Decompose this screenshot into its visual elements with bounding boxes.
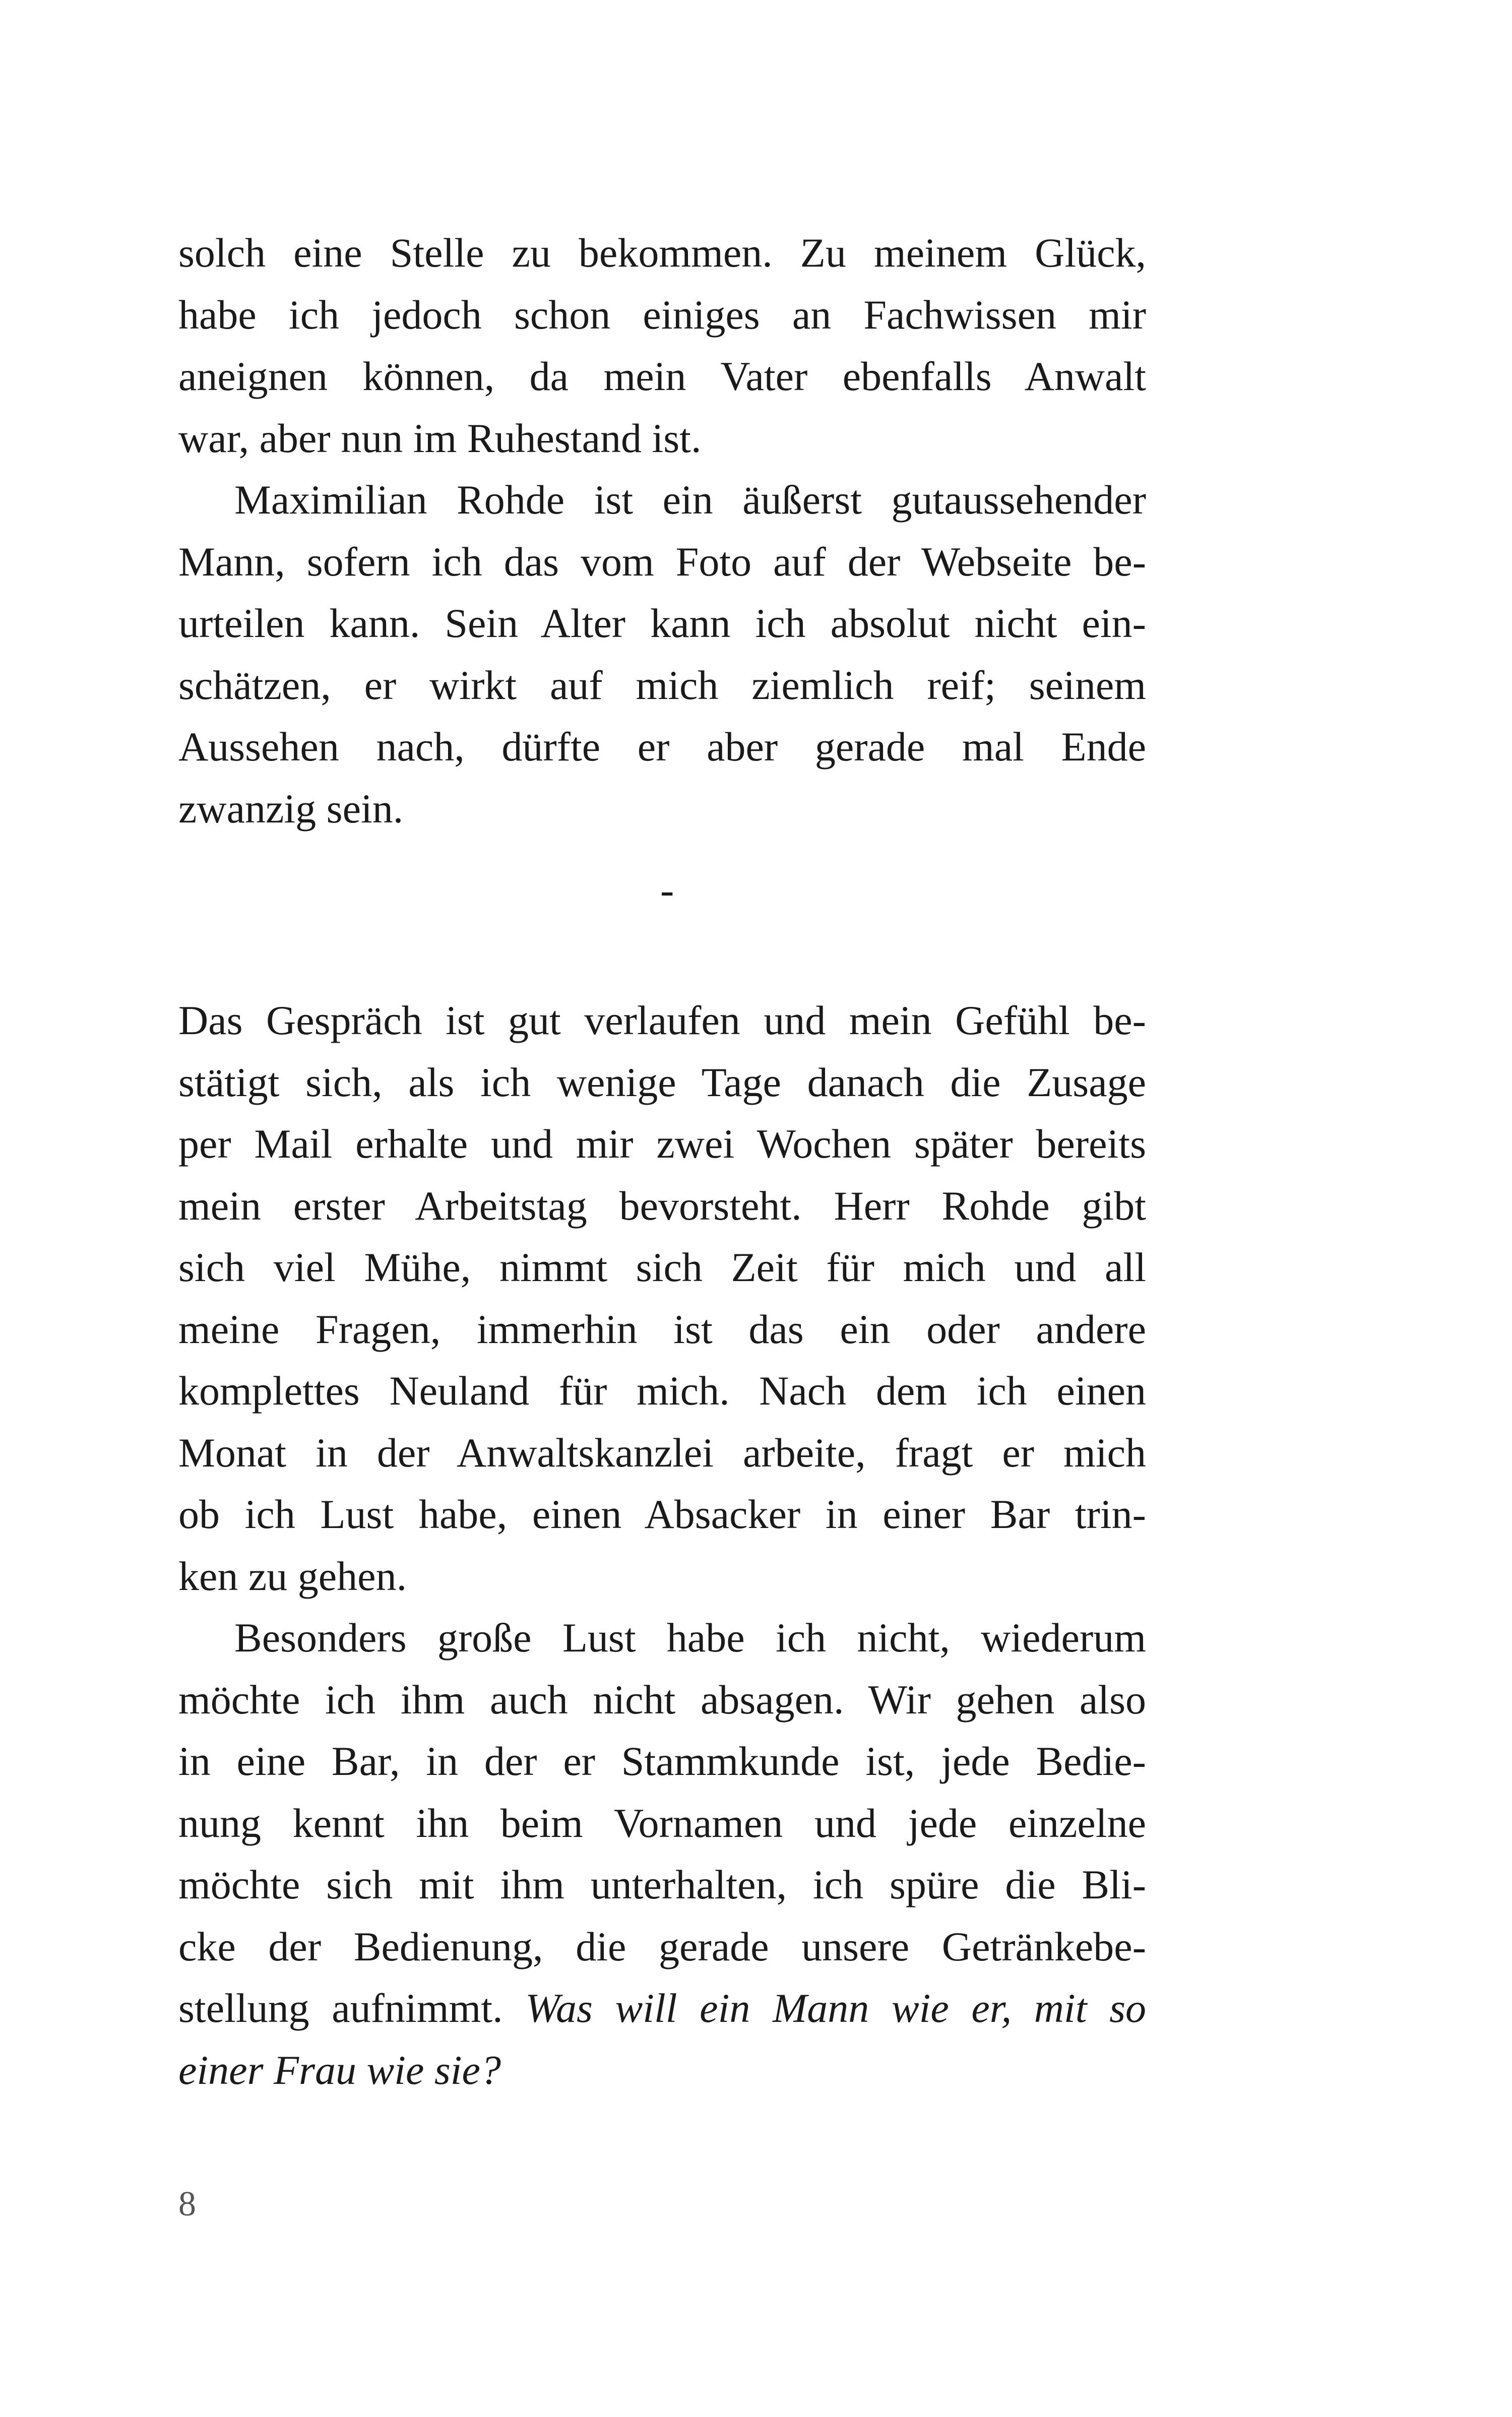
- paragraph: [178, 990, 1146, 1607]
- text-line: zwanzig sein.: [178, 785, 404, 832]
- text-line: war, aber nun im Ruhestand ist.: [178, 415, 702, 461]
- italic-text-line: einer Frau wie sie?: [178, 2047, 501, 2093]
- text-line: Das Gespräch ist gut verlaufen und mein Gefühl be-: [178, 997, 1146, 1043]
- text-line: solch eine Stelle zu bekommen. Zu meinem Glück,: [178, 230, 1146, 276]
- text-line: nung kennt ihn beim Vornamen und jede einzelne: [178, 1800, 1146, 1846]
- text-line: möchte sich mit ihm unterhalten, ich spüre die Bli-: [178, 1862, 1146, 1907]
- text-block-top: [178, 222, 1146, 840]
- paragraph: [178, 1607, 1146, 2101]
- text-line: ken zu gehen.: [178, 1553, 407, 1599]
- text-line: Besonders große Lust habe ich nicht, wiederum: [234, 1615, 1146, 1661]
- text-line: Maximilian Rohde ist ein äußerst gutaussehender: [234, 477, 1146, 523]
- text-line: per Mail erhalte und mir zwei Wochen später bereits: [178, 1121, 1146, 1167]
- text-line: habe ich jedoch schon einiges an Fachwissen mir: [178, 291, 1146, 338]
- text-line: schätzen, er wirkt auf mich ziemlich reif; seinem: [178, 662, 1146, 708]
- page-number: 8: [178, 2185, 196, 2223]
- text-line: stätigt sich, als ich wenige Tage danach die Zusage: [178, 1059, 1146, 1105]
- text-line: Mann, sofern ich das vom Foto auf der Webseite be-: [178, 538, 1146, 585]
- text-line: urteilen kann. Sein Alter kann ich absolut nicht ein-: [178, 600, 1146, 646]
- text-line: cke der Bedienung, die gerade unsere Getränkebe-: [178, 1923, 1146, 1969]
- text-line: mein erster Arbeitstag bevorsteht. Herr Rohde gibt: [178, 1182, 1146, 1229]
- text-line: möchte ich ihm auch nicht absagen. Wir gehen also: [178, 1676, 1146, 1723]
- text-line: meine Fragen, immerhin ist das ein oder andere: [178, 1306, 1146, 1352]
- text-line: Monat in der Anwaltskanzlei arbeite, fragt er mich: [178, 1429, 1146, 1476]
- scene-break-separator: -: [660, 867, 674, 913]
- text-fragment: stellung aufnimmt.: [178, 1985, 526, 2031]
- text-line: aneignen können, da mein Vater ebenfalls Anwalt: [178, 353, 1146, 399]
- text-line: in eine Bar, in der er Stammkunde ist, jede Bedie-: [178, 1738, 1146, 1784]
- paragraph: [178, 469, 1146, 840]
- text-line: Aussehen nach, dürfte er aber gerade mal Ende: [178, 724, 1146, 770]
- text-line: sich viel Mühe, nimmt sich Zeit für mich und all: [178, 1244, 1146, 1290]
- italic-text-fragment: Was will ein Mann wie er, mit so: [525, 1985, 1147, 2031]
- text-line: ob ich Lust habe, einen Absacker in einer Bar trin-: [178, 1491, 1146, 1537]
- text-line: [178, 1978, 1146, 2040]
- text-line: komplettes Neuland für mich. Nach dem ich einen: [178, 1368, 1146, 1414]
- text-block-bottom: [178, 990, 1146, 2101]
- paragraph: [178, 222, 1146, 469]
